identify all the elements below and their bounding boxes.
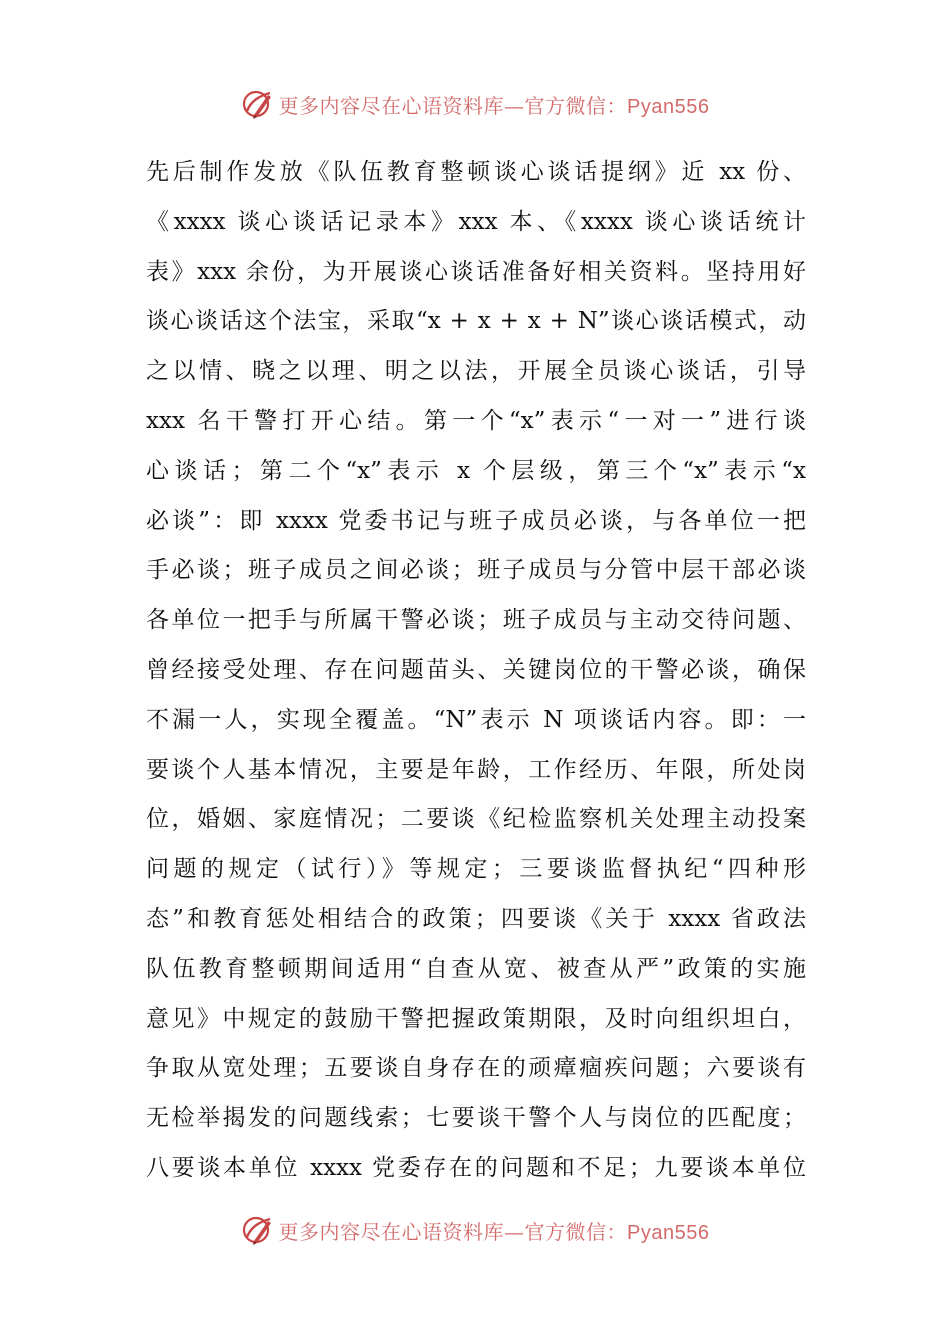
pen-swirl-logo-icon	[241, 87, 275, 121]
text-line: 手必谈；班子成员之间必谈；班子成员与分管中层干部必谈	[146, 557, 806, 584]
text-line: 之以情、晓之以理、明之以法，开展全员谈心谈话，引导	[146, 358, 806, 385]
header-banner	[0, 84, 950, 124]
text-line: 谈心谈话这个法宝，采取“x + x + x + N”谈心谈话模式，动	[146, 308, 806, 335]
text-line: 各单位一把手与所属干警必谈；班子成员与主动交待问题、	[146, 607, 806, 634]
text-line: 无检举揭发的问题线索；七要谈干警个人与岗位的匹配度；	[146, 1105, 806, 1132]
text-line: 意见》中规定的鼓励干警把握政策期限，及时向组织坦白，	[146, 1005, 806, 1032]
text-line: 表》xxx 余份，为开展谈心谈话准备好相关资料。坚持用好	[146, 258, 806, 285]
text-line: 先后制作发放《队伍教育整顿谈心谈话提纲》近 xx 份、	[146, 159, 806, 185]
wechat-handle: Pyan556	[627, 95, 710, 118]
pen-swirl-logo-icon	[241, 1213, 275, 1247]
banner-slogan: 更多内容尽在心语资料库—官方微信：	[278, 1219, 628, 1244]
text-line: 心谈话；第二个“x”表示 x 个层级，第三个“x”表示“x	[146, 457, 806, 484]
text-line: 位，婚姻、家庭情况；二要谈《纪检监察机关处理主动投案	[146, 806, 806, 833]
banner-text	[279, 90, 710, 119]
document-body	[146, 148, 806, 1194]
footer-banner	[0, 1210, 950, 1250]
text-line: 问题的规定（试行）》等规定；三要谈监督执纪“四种形	[146, 856, 806, 883]
text-line: xxx 名干警打开心结。第一个“x”表示“一对一”进行谈	[146, 407, 806, 434]
banner-slogan: 更多内容尽在心语资料库—官方微信：	[278, 93, 628, 118]
text-line: 《xxxx 谈心谈话记录本》xxx 本、《xxxx 谈心谈话统计	[146, 208, 806, 235]
text-line: 队伍教育整顿期间适用“自查从宽、被查从严”政策的实施	[146, 955, 806, 982]
text-line: 要谈个人基本情况，主要是年龄，工作经历、年限，所处岗	[146, 756, 806, 783]
text-line: 态”和教育惩处相结合的政策；四要谈《关于 xxxx 省政法	[146, 905, 806, 932]
text-line: 争取从宽处理；五要谈自身存在的顽瘴痼疾问题；六要谈有	[146, 1055, 806, 1082]
text-line: 不漏一人，实现全覆盖。“N”表示 N 项谈话内容。即：一	[146, 706, 806, 733]
wechat-handle: Pyan556	[627, 1221, 710, 1244]
text-line: 必谈”：即 xxxx 党委书记与班子成员必谈，与各单位一把	[146, 507, 806, 534]
text-line: 八要谈本单位 xxxx 党委存在的问题和不足；九要谈本单位	[146, 1154, 806, 1181]
text-line: 曾经接受处理、存在问题苗头、关键岗位的干警必谈，确保	[146, 656, 806, 683]
banner-text	[279, 1216, 710, 1245]
